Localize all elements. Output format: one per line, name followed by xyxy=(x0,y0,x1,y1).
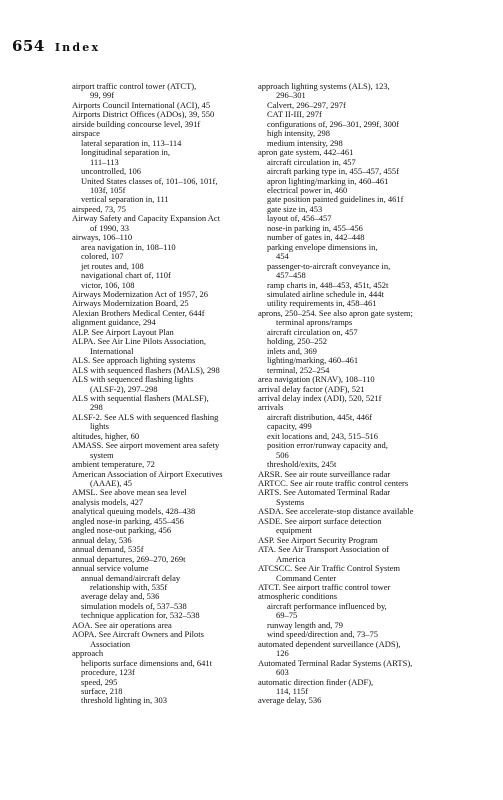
index-entry: arrival delay index (ADI), 520, 521f xyxy=(258,392,382,403)
index-entry: automated dependent surveillance (ADS), xyxy=(258,638,401,649)
index-subentry: capacity, 499 xyxy=(267,421,312,432)
index-subentry: 69–75 xyxy=(276,610,298,621)
index-subentry: position error/runway capacity and, xyxy=(267,440,388,451)
index-entry: ARTS. See Automated Terminal Radar xyxy=(258,487,391,498)
index-entry: annual departures, 269–270, 269t xyxy=(72,553,186,564)
index-subentry: gate size in, 453 xyxy=(267,203,323,214)
index-subentry: medium intensity, 298 xyxy=(267,137,343,148)
index-subentry: Calvert, 296–297, 297f xyxy=(267,99,346,110)
index-entry: Airway Safety and Capacity Expansion Act xyxy=(72,213,221,224)
index-entry: ASDE. See airport surface detection xyxy=(258,515,382,526)
index-entry: annual service volume xyxy=(72,563,149,574)
index-entry: Automated Terminal Radar Systems (ARTS), xyxy=(258,657,413,668)
index-subentry: terminal aprons/ramps xyxy=(276,317,353,328)
index-subentry: nose-in parking in, 455–456 xyxy=(267,222,363,233)
index-subentry: colored, 107 xyxy=(81,251,124,262)
index-entry: alignment guidance, 294 xyxy=(72,317,156,328)
index-entry: approach lighting systems (ALS), 123, xyxy=(258,81,390,91)
index-entry: ASP. See Airport Security Program xyxy=(258,534,378,545)
index-subentry: wind speed/direction and, 73–75 xyxy=(267,629,378,640)
index-entry: area navigation (RNAV), 108–110 xyxy=(258,374,375,385)
index-entry: altitudes, higher, 60 xyxy=(72,430,140,441)
index-entry: airport traffic control tower (ATCT), xyxy=(72,81,197,91)
index-entry: AMSL. See above mean sea level xyxy=(72,487,187,498)
index-entry: aprons, 250–254. See also apron gate system; xyxy=(258,307,413,318)
index-entry: AOPA. See Aircraft Owners and Pilots xyxy=(72,629,204,640)
index-subentry: aircraft parking type in, 455–457, 455f xyxy=(267,166,399,177)
index-subentry: Systems xyxy=(276,496,305,507)
index-subentry: longitudinal separation in, xyxy=(81,147,170,158)
index-entry: ALS with sequenced flashing lights xyxy=(72,374,194,385)
index-subentry: configurations of, 296–301, 299f, 300f xyxy=(267,118,399,129)
index-entry: airways, 106–110 xyxy=(72,232,133,243)
index-subentry: terminal, 252–254 xyxy=(267,364,330,375)
index-subentry: area navigation in, 108–110 xyxy=(81,241,176,252)
index-subentry: 457–458 xyxy=(276,270,306,281)
index-subentry: exit locations and, 243, 515–516 xyxy=(267,430,378,441)
index-subentry: ramp charts in, 448–453, 451t, 452t xyxy=(267,279,389,290)
index-subentry: equipment xyxy=(276,525,312,536)
index-subentry: CAT II-III, 297f xyxy=(267,109,322,120)
index-entry: ALPA. See Air Line Pilots Association, xyxy=(72,336,207,347)
index-subentry: layout of, 456–457 xyxy=(267,213,332,224)
index-subentry: Command Center xyxy=(276,572,337,583)
index-column-right xyxy=(258,82,458,706)
index-entry: ALS with sequenced flashers (MALS), 298 xyxy=(72,364,220,375)
index-column-left xyxy=(72,82,262,706)
index-subentry: jet routes and, 108 xyxy=(81,260,144,271)
index-entry: arrivals xyxy=(258,402,284,413)
index-entry: Airports District Offices (ADOs), 39, 550 xyxy=(72,109,215,120)
index-subentry: 298 xyxy=(90,402,103,413)
index-subentry: 114, 115f xyxy=(276,686,308,696)
index-subentry: aircraft circulation in, 457 xyxy=(267,156,356,167)
index-entry: average delay, 536 xyxy=(258,695,322,706)
index-subentry: parking envelope dimensions in, xyxy=(267,241,378,252)
index-subentry: electrical power in, 460 xyxy=(267,184,348,195)
index-subentry: heliports surface dimensions and, 641t xyxy=(81,657,213,668)
index-subentry: average delay and, 536 xyxy=(81,591,160,602)
index-subentry: procedure, 123f xyxy=(81,667,135,678)
index-entry: angled nose-out parking, 456 xyxy=(72,525,172,536)
index-subentry: runway length and, 79 xyxy=(267,619,344,630)
index-subentry: lighting/marking, 460–461 xyxy=(267,355,359,366)
index-entry: airspeed, 73, 75 xyxy=(72,203,126,214)
index-subentry: 99, 99f xyxy=(90,90,115,101)
index-subentry: system xyxy=(90,449,114,460)
index-subentry: uncontrolled, 106 xyxy=(81,166,141,177)
index-entry: annual delay, 536 xyxy=(72,534,132,545)
index-subentry: gate position painted guidelines in, 461f xyxy=(267,194,404,205)
index-subentry: navigational chart of, 110f xyxy=(81,270,171,281)
index-subentry: technique application for, 532–538 xyxy=(81,610,200,621)
index-entry: approach xyxy=(72,648,104,659)
index-entry: ARTCC. See air route traffic control centers xyxy=(258,478,409,489)
index-subentry: simulation models of, 537–538 xyxy=(81,600,187,611)
index-subentry: aircraft distribution, 445t, 446f xyxy=(267,411,373,422)
index-entry: ASDA. See accelerate-stop distance available xyxy=(258,506,414,517)
index-entry: atmospheric conditions xyxy=(258,591,338,602)
index-entry: airspace xyxy=(72,128,100,139)
index-entry: Airways Modernization Board, 25 xyxy=(72,298,189,309)
index-subentry: threshold lighting in, 303 xyxy=(81,695,167,706)
index-subentry: surface, 218 xyxy=(81,686,123,696)
index-entry: American Association of Airport Executives xyxy=(72,468,223,479)
page-number: 654 xyxy=(12,37,45,55)
index-entry: ATCT. See airport traffic control tower xyxy=(258,582,391,593)
index-entry: apron gate system, 442–461 xyxy=(258,147,354,158)
index-entry: ATA. See Air Transport Association of xyxy=(258,544,390,555)
index-subentry: aircraft performance influenced by, xyxy=(267,600,387,611)
index-subentry: of 1990, 33 xyxy=(90,222,129,233)
index-subentry: 296–301 xyxy=(276,90,306,101)
index-subentry: lights xyxy=(90,421,109,432)
index-entry: airside building concourse level, 391f xyxy=(72,118,201,129)
index-subentry: passenger-to-aircraft conveyance in, xyxy=(267,260,391,271)
index-subentry: (ALSF-2), 297–298 xyxy=(90,383,158,394)
index-subentry: high intensity, 298 xyxy=(267,128,330,139)
index-subentry: 454 xyxy=(276,251,289,262)
index-subentry: United States classes of, 101–106, 101f, xyxy=(81,175,218,186)
index-entry: AOA. See air operations area xyxy=(72,619,172,630)
index-entry: AMASS. See airport movement area safety xyxy=(72,440,220,451)
index-entry: analysis models, 427 xyxy=(72,496,144,507)
index-subentry: International xyxy=(90,345,134,356)
index-subentry: 603 xyxy=(276,667,289,678)
page-header xyxy=(12,37,100,55)
index-entry: automatic direction finder (ADF), xyxy=(258,676,374,687)
index-subentry: Association xyxy=(90,638,131,649)
index-subentry: vertical separation in, 111 xyxy=(81,194,169,205)
index-subentry: 103f, 105f xyxy=(90,184,126,195)
index-subentry: speed, 295 xyxy=(81,676,118,687)
index-subentry: relationship with, 535f xyxy=(90,582,168,593)
index-subentry: annual demand/aircraft delay xyxy=(81,572,181,583)
index-subentry: holding, 250–252 xyxy=(267,336,327,347)
index-entry: ARSR. See air route surveillance radar xyxy=(258,468,391,479)
index-subentry: apron lighting/marking in, 460–461 xyxy=(267,175,389,186)
index-subentry: inlets and, 369 xyxy=(267,345,317,356)
index-entry: angled nose-in parking, 455–456 xyxy=(72,515,184,526)
index-subentry: America xyxy=(276,553,306,564)
index-entry: ALSF-2. See ALS with sequenced flashing xyxy=(72,411,219,422)
index-subentry: threshold/exits, 245t xyxy=(267,459,337,470)
index-entry: ALS with sequential flashers (MALSF), xyxy=(72,392,209,403)
index-subentry: number of gates in, 442–448 xyxy=(267,232,365,243)
index-subentry: victor, 106, 108 xyxy=(81,279,135,290)
index-entry: ambient temperature, 72 xyxy=(72,459,155,470)
index-entry: arrival delay factor (ADF), 521 xyxy=(258,383,365,394)
index-entry: Airways Modernization Act of 1957, 26 xyxy=(72,288,208,299)
index-subentry: lateral separation in, 113–114 xyxy=(81,137,182,148)
index-subentry: 506 xyxy=(276,449,289,460)
index-entry: ALP. See Airport Layout Plan xyxy=(72,326,174,337)
index-subentry: 111–113 xyxy=(90,156,119,167)
index-entry: ALS. See approach lighting systems xyxy=(72,355,196,366)
index-entry: annual demand, 535f xyxy=(72,544,144,555)
index-subentry: aircraft circulation on, 457 xyxy=(267,326,358,337)
running-head-title: Index xyxy=(54,41,101,54)
index-entry: ATCSCC. See Air Traffic Control System xyxy=(258,563,400,574)
index-subentry: simulated airline schedule in, 444t xyxy=(267,288,384,299)
index-entry: analytical queuing models, 428–438 xyxy=(72,506,196,517)
index-entry: Alexian Brothers Medical Center, 644f xyxy=(72,307,205,318)
index-entry: Airports Council International (ACI), 45 xyxy=(72,99,211,110)
index-subentry: 126 xyxy=(276,648,289,659)
index-subentry: (AAAE), 45 xyxy=(90,478,133,489)
index-subentry: utility requirements in, 458–461 xyxy=(267,298,377,309)
